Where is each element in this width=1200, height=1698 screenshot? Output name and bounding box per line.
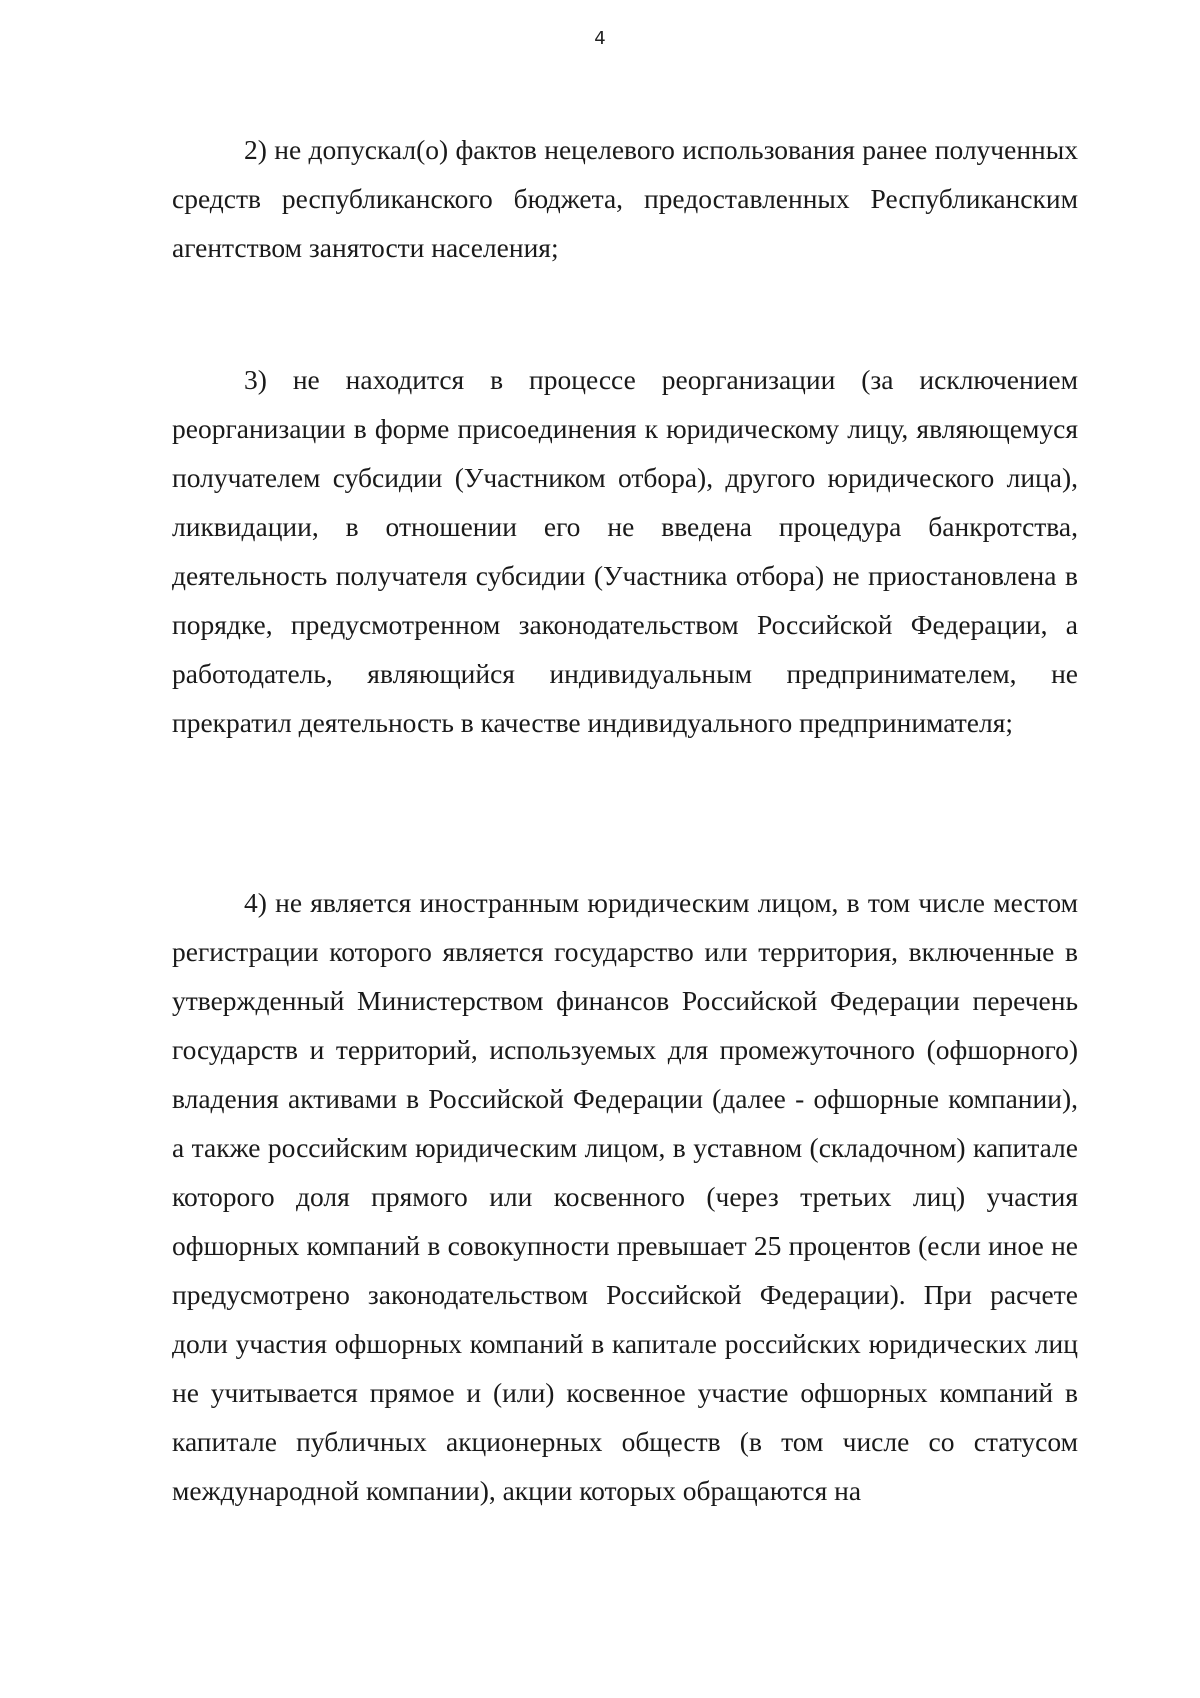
paragraph-item-2: 2) не допускал(о) фактов нецелевого использования ранее полученных средств республиканского бюджета, предоставленных Республиканским агентством занятости населения; (172, 134, 1078, 263)
paragraph-item-4: 4) не является иностранным юридическим лицом, в том числе местом регистрации которого является государство или территория, включенные в утвержденный Министерством финансов Российской Федерации перечень государств и территорий, используемых для промежуточного (офшорного) владения активами в Российской Федерации (далее - офшорные компании), а также российским юридическим лицом, в уставном (складочном) капитале которого доля прямого или косвенного (через третьих лиц) участия офшорных компаний в совокупности превышает 25 процентов (если иное не предусмотрено законодательством Российской Федерации). При расчете доли участия офшорных компаний в капитале российских юридических лиц не учитывается прямое и (или) косвенное участие офшорных компаний в капитале публичных акционерных обществ (в том числе со статусом международной компании), акции которых обращаются на (172, 887, 1078, 1506)
page-number: 4 (594, 28, 606, 49)
paragraph-item-3: 3) не находится в процессе реорганизации (за исключением реорганизации в форме присоединения к юридическому лицу, являющемуся получателем субсидии (Участником отбора), другого юридического лица), ликвидации, в отношении его не введена процедура банкротства, деятельность получателя субсидии (Участника отбора) не приостановлена в порядке, предусмотренном законодательством Российской Федерации, а работодатель, являющийся индивидуальным предпринимателем, не прекратил деятельность в качестве индивидуального предпринимателя; (172, 364, 1078, 738)
